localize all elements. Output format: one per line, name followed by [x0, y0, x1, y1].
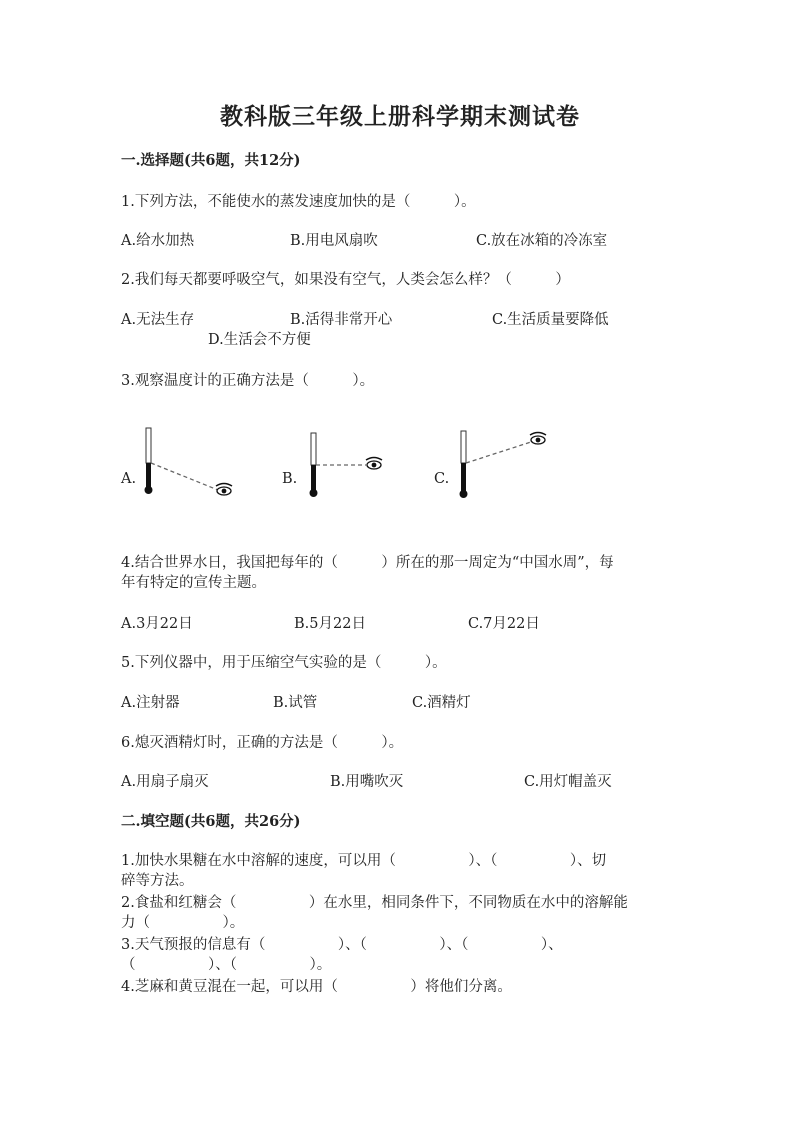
question-6-option-a: A.用扇子扇灭 [121, 774, 209, 790]
fill-question-2-line2: 力（ ）。 [121, 915, 245, 931]
question-4-option-b: B.5月22日 [294, 616, 366, 632]
thermometer-figure-b [305, 430, 395, 502]
eye-icon [216, 484, 232, 496]
thermometer-figure-c [455, 428, 555, 503]
question-3-stem: 3.观察温度计的正确方法是（ ）。 [121, 373, 375, 389]
eye-icon [530, 433, 546, 445]
question-5-option-a: A.注射器 [121, 695, 180, 711]
fill-question-1-line2: 碎等方法。 [121, 873, 194, 889]
question-6-option-c: C.用灯帽盖灭 [524, 774, 612, 790]
page-title: 教科版三年级上册科学期末测试卷 [220, 103, 580, 130]
question-5-stem: 5.下列仪器中，用于压缩空气实验的是（ ）。 [121, 655, 447, 671]
eye-icon [366, 458, 382, 470]
thermometer-figure-a [140, 425, 240, 505]
question-2-option-b: B.活得非常开心 [290, 312, 393, 328]
question-1-option-b: B.用电风扇吹 [290, 233, 378, 249]
section-heading-fill-blank: 二.填空题(共6题，共26分) [121, 813, 301, 830]
question-4-option-c: C.7月22日 [468, 616, 540, 632]
question-1-option-a: A.给水加热 [121, 233, 195, 249]
question-1-option-c: C.放在冰箱的冷冻室 [476, 233, 608, 249]
fill-question-3-line1: 3.天气预报的信息有（ ）、（ ）、（ ）、 [121, 937, 563, 953]
fill-question-4-line1: 4.芝麻和黄豆混在一起，可以用（ ）将他们分离。 [121, 979, 512, 995]
question-4-stem-line2: 年有特定的宣传主题。 [121, 575, 266, 591]
question-2-option-d: D.生活会不方便 [208, 332, 311, 348]
fill-question-2-line1: 2.食盐和红糖会（ ）在水里，相同条件下，不同物质在水中的溶解能 [121, 895, 628, 911]
question-5-option-b: B.试管 [273, 695, 318, 711]
question-6-stem: 6.熄灭酒精灯时，正确的方法是（ ）。 [121, 735, 404, 751]
question-6-option-b: B.用嘴吹灭 [330, 774, 404, 790]
fill-question-3-line2: （ ）、（ ）。 [121, 957, 332, 973]
question-2-option-a: A.无法生存 [121, 312, 195, 328]
question-2-option-c: C.生活质量要降低 [492, 312, 609, 328]
question-2-stem: 2.我们每天都要呼吸空气，如果没有空气，人类会怎么样？（ ） [121, 272, 570, 288]
question-4-option-a: A.3月22日 [121, 616, 193, 632]
question-1-stem: 1.下列方法，不能使水的蒸发速度加快的是（ ）。 [121, 194, 476, 210]
section-heading-choice: 一.选择题(共6题，共12分) [121, 152, 301, 169]
figure-label-c: C. [434, 471, 450, 487]
figure-label-a: A. [121, 471, 137, 487]
figure-label-b: B. [282, 471, 298, 487]
question-4-stem-line1: 4.结合世界水日，我国把每年的（ ）所在的那一周定为“中国水周”，每 [121, 555, 614, 571]
fill-question-1-line1: 1.加快水果糖在水中溶解的速度，可以用（ ）、（ ）、切 [121, 853, 607, 869]
question-5-option-c: C.酒精灯 [412, 695, 471, 711]
